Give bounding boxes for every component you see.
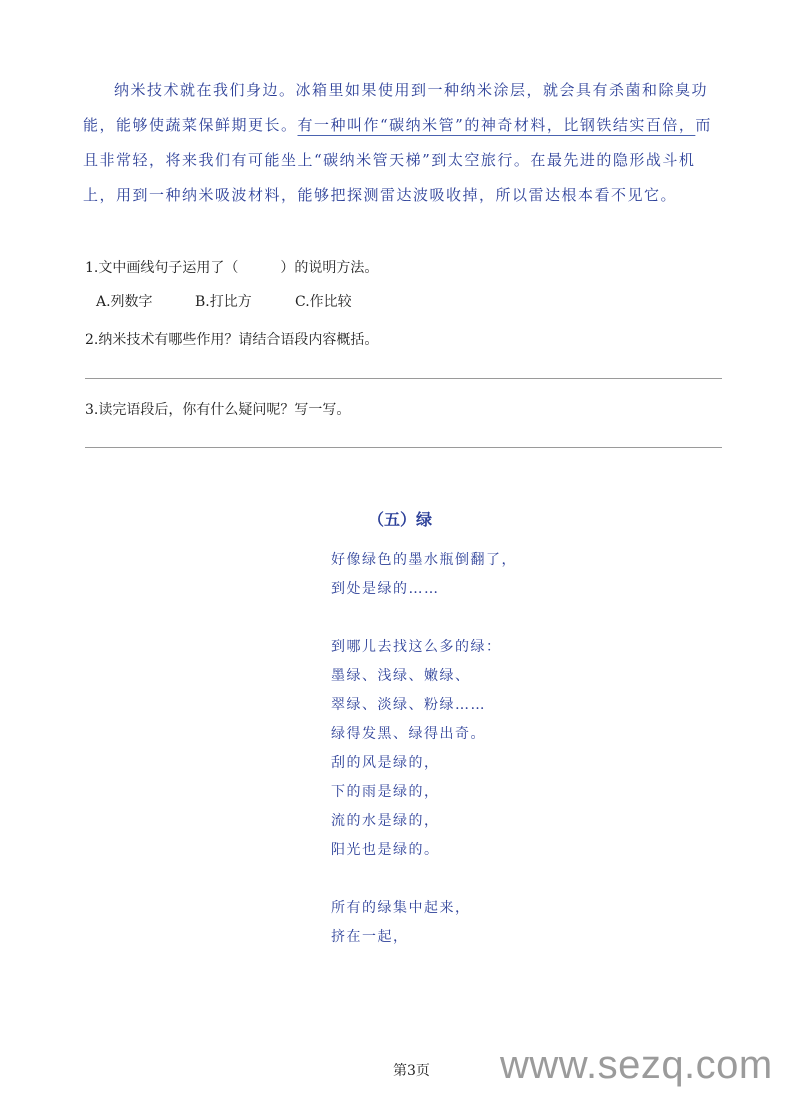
question-2: 2.纳米技术有哪些作用？请结合语段内容概括。 bbox=[85, 332, 379, 348]
poem-line: 下的雨是绿的， bbox=[331, 784, 440, 800]
watermark: www.sezq.com bbox=[500, 1043, 773, 1087]
poem-line: 流的水是绿的， bbox=[331, 813, 440, 829]
passage-text-end: 而且非常轻，将来我们有可能坐上“碳纳米管天梯”到太空旅行。在最先进的隐形战斗机上，用到一种纳米吸波材料，能够把探测雷达波吸收掉，所以雷达根本看不见它。 bbox=[83, 116, 712, 204]
question-1: 1.文中画线句子运用了（ ）的说明方法。 bbox=[85, 260, 379, 276]
answer-line-3[interactable] bbox=[85, 447, 722, 448]
poem-line: 到处是绿的…… bbox=[331, 581, 440, 597]
option-b: B.打比方 bbox=[195, 294, 252, 310]
passage-paragraph bbox=[83, 73, 723, 213]
option-a: A.列数字 bbox=[96, 294, 153, 310]
passage-text-start: 纳米技术就在我们身边。冰箱里如果使用到一种纳米涂层，就会具有杀菌和除臭功能，能够使蔬菜保鲜期更长。 bbox=[83, 81, 709, 134]
poem-line: 挤在一起， bbox=[331, 929, 409, 945]
poem-line: 好像绿色的墨水瓶倒翻了， bbox=[331, 552, 517, 568]
poem-line: 刮的风是绿的， bbox=[331, 755, 440, 771]
poem-line: 墨绿、浅绿、嫩绿、 bbox=[331, 668, 471, 684]
underlined-sentence: 有一种叫作“碳纳米管”的神奇材料，比钢铁结实百倍， bbox=[297, 116, 696, 134]
poem-body bbox=[331, 546, 517, 952]
question-3: 3.读完语段后，你有什么疑问呢？写一写。 bbox=[85, 402, 351, 418]
poem-line: 到哪儿去找这么多的绿： bbox=[331, 639, 502, 655]
poem-line: 翠绿、淡绿、粉绿…… bbox=[331, 697, 486, 713]
page-number: 第3页 bbox=[393, 1063, 430, 1079]
option-c: C.作比较 bbox=[295, 294, 352, 310]
poem-title: （五）绿 bbox=[367, 510, 432, 529]
answer-line-2[interactable] bbox=[85, 378, 722, 379]
poem-line: 所有的绿集中起来， bbox=[331, 900, 471, 916]
poem-line: 阳光也是绿的。 bbox=[331, 842, 440, 858]
poem-line: 绿得发黑、绿得出奇。 bbox=[331, 726, 486, 742]
